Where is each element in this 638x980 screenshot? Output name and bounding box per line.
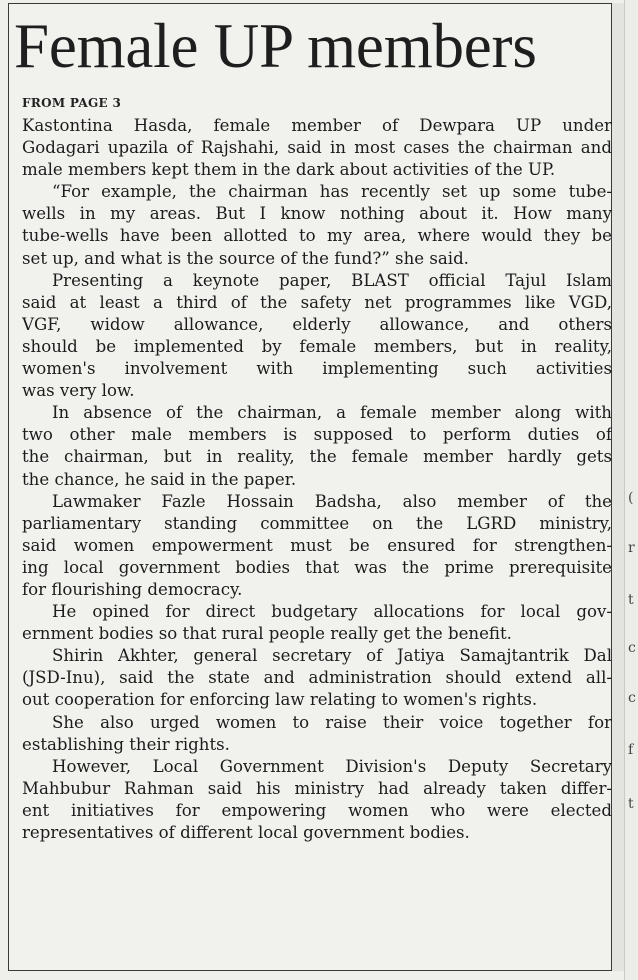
article-line: set up, and what is the source of the fund?” she said. — [22, 248, 469, 268]
article-paragraph — [22, 712, 612, 756]
article-line: However, Local Government Division's Deputy Secretary — [52, 756, 612, 776]
article-line: establishing their rights. — [22, 734, 230, 754]
article-line: should be implemented by female members, but in reality, — [22, 336, 612, 356]
article-line: said at least a third of the safety net programmes like VGD, — [22, 292, 612, 312]
article-paragraph — [22, 270, 612, 403]
article-headline: Female UP members — [14, 11, 537, 81]
article-line: two other male members is supposed to perform duties of — [22, 425, 612, 445]
article-line: He opined for direct budgetary allocations for local gov- — [52, 602, 612, 622]
article-line: In absence of the chairman, a female member along with — [52, 403, 612, 423]
article-paragraph — [22, 756, 612, 844]
edge-glyph: ( — [628, 490, 634, 506]
article-line: wells in my areas. But I know nothing about it. How many — [22, 204, 612, 224]
column-gutter — [612, 3, 624, 971]
article-line: out cooperation for enforcing law relating to women's rights. — [22, 690, 538, 710]
article-line: ernment bodies so that rural people really get the benefit. — [22, 624, 512, 644]
article-line: (JSD-Inu), said the state and administration should extend all- — [22, 668, 612, 688]
article-body — [22, 115, 612, 844]
article-line: Shirin Akhter, general secretary of Jatiya Samajtantrik Dal — [52, 646, 612, 666]
article-line: parliamentary standing committee on the LGRD ministry, — [22, 513, 612, 533]
article-paragraph — [22, 645, 612, 711]
article-line: Presenting a keynote paper, BLAST official Tajul Islam — [52, 270, 612, 290]
article-line: VGF, widow allowance, elderly allowance, and others — [22, 314, 612, 334]
article-line: was very low. — [22, 381, 135, 401]
article-line: “For example, the chairman has recently set up some tube- — [52, 182, 612, 202]
article-line: ent initiatives for empowering women who were elected — [22, 800, 612, 820]
article-line: said women empowerment must be ensured for strengthen- — [22, 535, 612, 555]
adjacent-column-edge — [624, 0, 638, 980]
article-line: the chance, he said in the paper. — [22, 469, 297, 489]
article-line: Godagari upazila of Rajshahi, said in most cases the chairman and — [22, 138, 612, 158]
article-line: Kastontina Hasda, female member of Dewpara UP under — [22, 116, 612, 135]
edge-glyph: c — [628, 640, 636, 656]
article-line: representatives of different local government bodies. — [22, 823, 470, 842]
article-line: ing local government bodies that was the prime prerequisite — [22, 557, 612, 577]
article-line: women's involvement with implementing such activities — [22, 359, 612, 379]
edge-glyph: t — [628, 592, 634, 608]
article-line: Lawmaker Fazle Hossain Badsha, also member of the — [52, 491, 612, 511]
edge-glyph: r — [628, 540, 635, 556]
edge-glyph: f — [628, 742, 634, 758]
jump-line: FROM PAGE 3 — [22, 96, 122, 110]
edge-glyph: c — [628, 690, 636, 706]
article-line: Mahbubur Rahman said his ministry had already taken differ- — [22, 778, 612, 798]
edge-glyph: t — [628, 796, 634, 812]
article-line: She also urged women to raise their voice together for — [52, 712, 612, 732]
article-paragraph — [22, 115, 612, 181]
article-paragraph — [22, 601, 612, 645]
article-line: for flourishing democracy. — [22, 579, 243, 599]
article-line: the chairman, but in reality, the female member hardly gets — [22, 447, 612, 467]
article-paragraph — [22, 402, 612, 490]
article-line: male members kept them in the dark about activities of the UP. — [22, 160, 556, 180]
article-paragraph — [22, 181, 612, 269]
article-paragraph — [22, 491, 612, 601]
article-line: tube-wells have been allotted to my area, where would they be — [22, 226, 612, 246]
